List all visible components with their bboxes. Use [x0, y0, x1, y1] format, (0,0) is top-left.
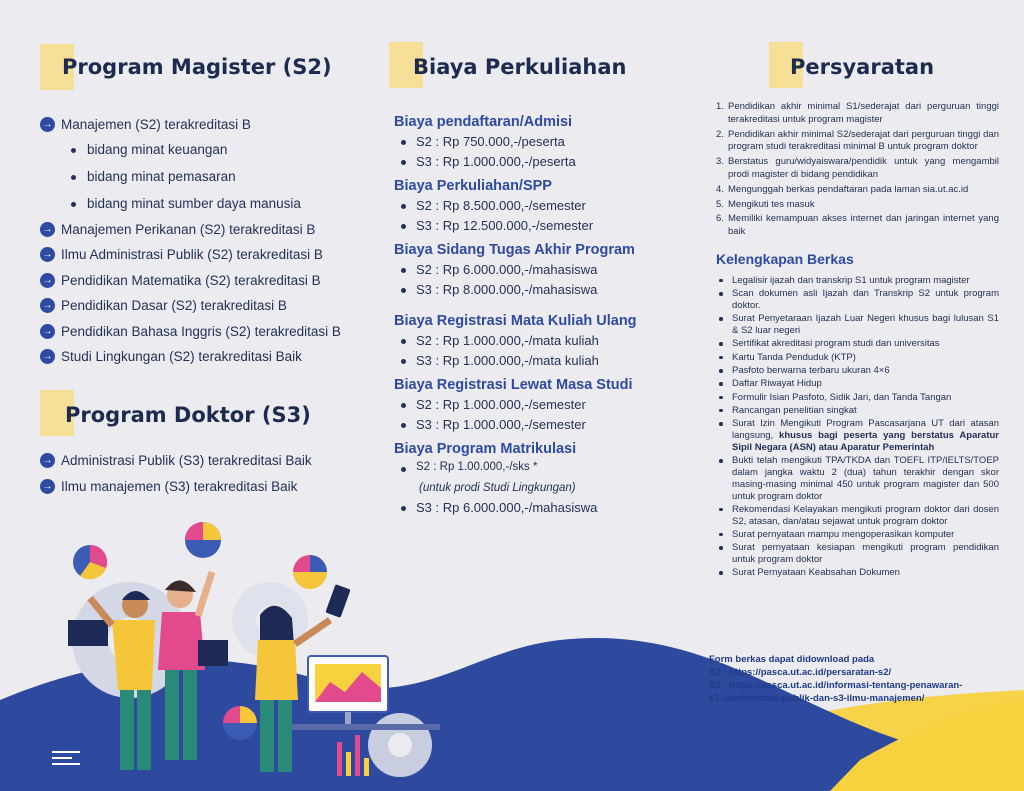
s3-link-line[interactable]: s3-administrasi-publik-dan-s3-ilmu-manajemen/ [709, 693, 925, 704]
document-item: Daftar Riwayat Hidup [716, 378, 999, 390]
decorative-lines [52, 752, 80, 764]
magister-list [40, 117, 341, 375]
fee-item: S2 : Rp 1.00.000,-/sks * [394, 461, 694, 473]
fee-list [394, 461, 694, 473]
fee-list [394, 397, 694, 432]
requirement-item [716, 184, 999, 197]
magister-title: Program Magister (S2) [62, 55, 332, 79]
list-item [40, 247, 341, 262]
bar-chart-icon [337, 735, 369, 776]
document-item: Surat pernyataan kesiapan mengikuti program pendidikan untuk program doktor [716, 542, 999, 566]
program-label: Administrasi Publik (S3) terakreditasi Baik [61, 453, 312, 468]
requirement-text: Pendidikan akhir minimal S2/sederajat dari perguruan tinggi dan program studi terakreditasi minimal B untuk program doktor [728, 128, 999, 153]
fee-section-title: Biaya Program Matrikulasi [394, 441, 577, 457]
list-item [40, 324, 341, 339]
arrow-right-icon: → [40, 479, 55, 494]
fee-item: S2 : Rp 750.000,-/peserta [394, 134, 694, 149]
requirement-number: 4. [716, 183, 724, 195]
arrow-right-icon: → [40, 349, 55, 364]
program-label: Manajemen (S2) terakreditasi B [61, 117, 251, 132]
program-label: Ilmu manajemen (S3) terakreditasi Baik [61, 478, 298, 494]
requirement-text: Mengikuti tes masuk [728, 198, 815, 210]
document-emphasis: khusus bagi peserta yang berstatus Aparatur Sipil Negara (ASN) atau Aparatur Pemerintah [732, 430, 999, 453]
requirement-item [716, 101, 999, 127]
fee-list [394, 262, 694, 297]
biaya-title: Biaya Perkuliahan [413, 55, 627, 79]
fee-section-title: Biaya Registrasi Lewat Masa Studi [394, 377, 633, 393]
document-item: Rancangan penelitian singkat [716, 405, 999, 417]
requirement-text: Memiliki kemampuan akses internet dan jaringan internet yang baik [728, 213, 999, 238]
pie-chart-icon [223, 706, 257, 740]
persyaratan-title: Persyaratan [790, 55, 935, 79]
requirement-number: 3. [716, 156, 724, 168]
document-item: Scan dokumen asli Ijazah dan Transkrip S2 untuk program doktor. [716, 288, 999, 312]
gear-icon [368, 713, 432, 777]
requirement-item [716, 129, 999, 155]
list-item [40, 222, 341, 237]
fee-section [394, 114, 694, 169]
arrow-right-icon: → [40, 117, 55, 132]
fee-item: S3 : Rp 1.000.000,-/peserta [394, 154, 694, 169]
fee-section-title: Biaya Perkuliahan/SPP [394, 178, 552, 194]
fee-section [394, 242, 694, 297]
fee-item: S3 : Rp 8.000.000,-/mahasiswa [394, 282, 694, 297]
sub-list-item: bidang minat keuangan [71, 142, 341, 157]
document-item: Rekomendasi Kelayakan mengikuti program doktor dari dosen S2, atasan, dan/atau sejawat untuk program doktor [716, 504, 999, 528]
persyaratan-body [716, 101, 999, 581]
fee-section-title: Biaya Sidang Tugas Akhir Program [394, 242, 635, 258]
document-item: Kartu Tanda Penduduk (KTP) [716, 352, 999, 364]
fee-section-matrikulasi [394, 441, 694, 515]
fee-item: S2 : Rp 1.000.000,-/semester [394, 397, 694, 412]
doktor-title: Program Doktor (S3) [65, 403, 311, 427]
program-label: Pendidikan Matematika (S2) terakreditasi B [61, 272, 321, 288]
list-item [40, 298, 341, 313]
fee-item: S2 : Rp 1.000.000,-/mata kuliah [394, 333, 694, 348]
download-intro: Form berkas dapat didownload pada [709, 654, 875, 665]
fee-section [394, 178, 694, 233]
fee-item: S2 : Rp 6.000.000,-/mahasiswa [394, 262, 694, 277]
fee-section-title: Biaya pendaftaran/Admisi [394, 114, 573, 130]
document-item: Sertifikat akreditasi program studi dan universitas [716, 338, 999, 350]
list-item [40, 273, 341, 288]
program-label: Pendidikan Dasar (S2) terakreditasi B [61, 298, 287, 313]
requirement-number: 5. [716, 198, 724, 210]
pie-chart-icon [73, 545, 107, 579]
program-label: Ilmu Administrasi Publik (S2) terakreditasi B [61, 247, 323, 262]
arrow-right-icon: → [40, 222, 55, 237]
fee-item: S3 : Rp 1.000.000,-/mata kuliah [394, 353, 694, 368]
pie-chart-icon [293, 555, 327, 589]
arrow-right-icon: → [40, 453, 55, 468]
fee-item: S3 : Rp 6.000.000,-/mahasiswa [394, 500, 694, 515]
student-figure [158, 572, 228, 760]
requirement-item [716, 199, 999, 212]
document-item: Pasfoto berwarna terbaru ukuran 4×6 [716, 365, 999, 377]
students-illustration [40, 520, 440, 780]
requirement-item [716, 156, 999, 182]
fee-list [394, 198, 694, 233]
fee-note: (untuk prodi Studi Lingkungan) [419, 482, 576, 494]
fee-section [394, 377, 694, 432]
requirement-number: 1. [716, 101, 724, 112]
document-text: Surat Izin Mengikuti Program Pascasarjana UT dari atasan langsung, [732, 418, 999, 442]
magister-sub-list [61, 142, 341, 211]
requirement-text: Mengunggah berkas pendaftaran pada laman sia.ut.ac.id [728, 183, 969, 195]
document-item: Formulir Isian Pasfoto, Sidik Jari, dan Tanda Tangan [716, 392, 999, 404]
document-item: Bukti telah mengikuti TPA/TKDA dan TOEFL ITP/IELTS/TOEP dalam jangka waktu 2 (dua) tahun terakhir dengan skor masing-masing minimal 450 untuk program magister dan 500 untuk program doktor [716, 455, 999, 502]
sub-list-item: bidang minat pemasaran [71, 169, 341, 184]
document-item [716, 418, 999, 453]
pie-chart-icon [185, 522, 221, 558]
program-label: Manajemen Perikanan (S2) terakreditasi B [61, 221, 316, 237]
requirement-number: 6. [716, 213, 724, 225]
requirements-list [716, 101, 999, 239]
list-item [40, 453, 312, 468]
document-item: Surat pernyataan mampu mengoperasikan komputer [716, 529, 999, 541]
document-item: Legalisir ijazah dan transkrip S1 untuk program magister [716, 275, 999, 287]
list-item [40, 349, 341, 364]
arrow-right-icon: → [40, 273, 55, 288]
doktor-list [40, 453, 312, 504]
sub-list-item: bidang minat sumber daya manusia [71, 196, 341, 211]
fee-list [394, 500, 694, 515]
requirement-number: 2. [716, 128, 724, 140]
list-item [40, 479, 312, 494]
arrow-right-icon: → [40, 298, 55, 313]
fee-sections [394, 114, 694, 524]
download-links [709, 653, 962, 705]
documents-list [716, 275, 999, 579]
fee-list [394, 333, 694, 368]
fee-item: S3 : Rp 1.000.000,-/semester [394, 417, 694, 432]
s3-link-line[interactable]: S3 : https://pasca.ut.ac.id/informasi-tentang-penawaran- [709, 680, 963, 691]
document-item: Surat Penyetaraan Ijazah Luar Negeri khusus bagi lulusan S1 & S2 luar negeri [716, 313, 999, 337]
requirement-text: Berstatus guru/widyaiswara/pendidik untuk yang mengambil prodi magister di bidang pendidikan [728, 156, 999, 180]
s3-download-link[interactable] [709, 679, 962, 705]
berkas-title: Kelengkapan Berkas [716, 250, 854, 267]
program-label: Studi Lingkungan (S2) terakreditasi Baik [61, 349, 302, 364]
program-label: Pendidikan Bahasa Inggris (S2) terakreditasi B [61, 323, 341, 339]
fee-list [394, 134, 694, 169]
s2-download-link[interactable]: S2 : https://pasca.ut.ac.id/persaratan-s2/ [709, 667, 892, 678]
arrow-right-icon: → [40, 247, 55, 262]
fee-section [394, 313, 694, 368]
arrow-right-icon: → [40, 324, 55, 339]
fee-section-title: Biaya Registrasi Mata Kuliah Ulang [394, 313, 637, 329]
fee-item: S3 : Rp 12.500.000,-/semester [394, 218, 694, 233]
requirement-text: Pendidikan akhir minimal S1/sederajat dari perguruan tinggi terakreditasi untuk program magister [728, 101, 999, 125]
list-item [40, 117, 341, 211]
document-item: Surat Pernyataan Keabsahan Dokumen [716, 567, 999, 579]
fee-item: S2 : Rp 8.500.000,-/semester [394, 198, 694, 213]
requirement-item [716, 213, 999, 239]
